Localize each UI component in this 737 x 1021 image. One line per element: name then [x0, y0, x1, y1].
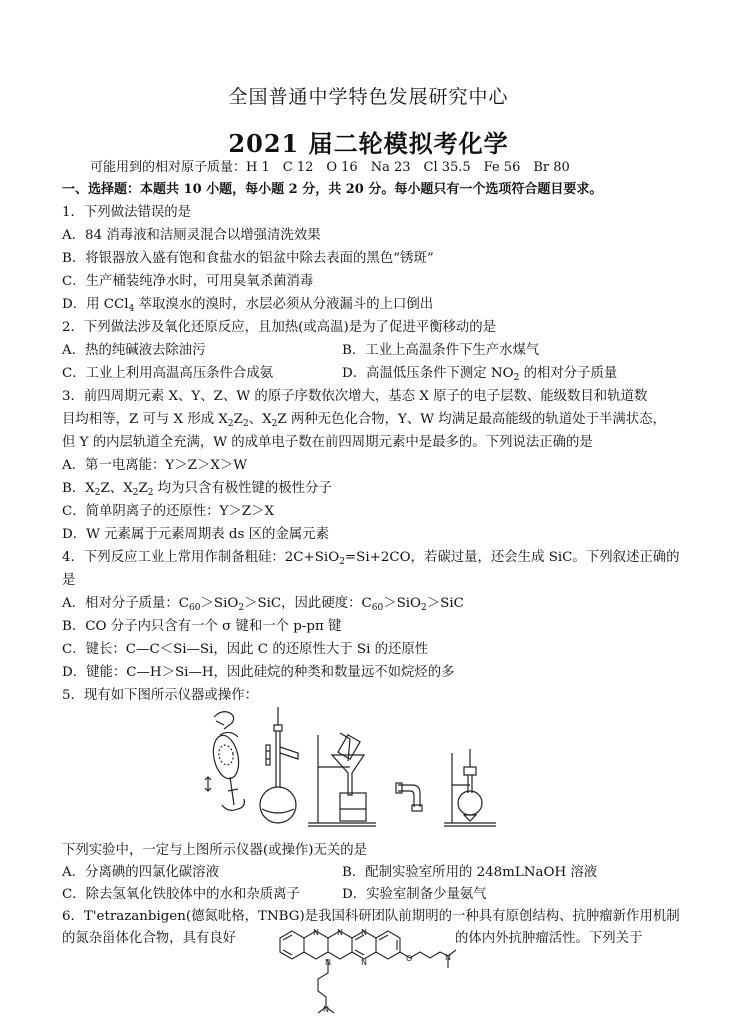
mol-atom-n-5: N: [361, 958, 367, 967]
apparatus-figures: [200, 705, 500, 830]
q3-option-a: A．第一电离能：Y＞Z＞X＞W: [62, 458, 248, 473]
mol-atom-n-1: N: [313, 928, 319, 937]
q3-option-b: B．$X_2Z$、$X_2Z_2$ 均为只含有极性键的极性分子: [62, 481, 332, 498]
mol-atom-n-6: N: [445, 953, 451, 962]
q5-option-c: C．除去氢氧化铁胶体中的水和杂质离子: [62, 887, 300, 902]
mol-atom-n-2: N: [337, 928, 343, 937]
rubber-tube-connector-figure: [396, 783, 422, 811]
q4-option-d: D．键能：C—H＞Si—H，因此硅烷的种类和数量远不如烷烃的多: [62, 665, 455, 680]
flask-on-iron-stand-figure: [444, 749, 496, 826]
q6-stem-line1: 6．T'etrazanbigen(德氮吡格，TNBG)是我国科研团队前期明的一种具有原创结构、抗肿瘤新作用机制: [62, 909, 680, 924]
q2-option-c: C．工业上利用高温高压条件合成氨: [62, 366, 274, 381]
q5-option-b: B．配制实验室所用的 248mLNaOH 溶液: [342, 865, 598, 880]
q1-option-a: A．84 消毒液和洁厕灵混合以增强清洗效果: [62, 228, 321, 243]
q3-option-c: C．简单阴离子的还原性：Y＞Z＞X: [62, 504, 274, 519]
q2-options-row1: [62, 342, 662, 360]
q5-options-row2: [62, 886, 682, 904]
q5-stem: 5．现有如下图所示仪器或操作：: [62, 688, 258, 703]
mol-atom-o: O: [406, 954, 413, 963]
mol-atom-n-7: N: [323, 1005, 329, 1014]
separatory-funnel-shaking-figure: [205, 712, 244, 811]
atomic-masses-line: 可能用到的相对原子质量：H 1 C 12 O 16 Na 23 Cl 35.5 Fe 56 Br 80: [90, 160, 570, 175]
distillation-flask-figure: [260, 707, 298, 823]
q5-option-d: D．实验室制备少量氨气: [342, 887, 487, 902]
q6-stem-line2-right: 的体内外抗肿瘤活性。下列关于: [455, 931, 643, 946]
q4-option-a: A．相对分子质量：$C_{60}>SiO_2>SiC$，因此硬度：$C_{60}>SiO_2>SiC$: [62, 596, 464, 613]
q6-stem-line2-left: 的氮杂甾体化合物，具有良好: [62, 931, 237, 946]
filtration-setup-figure: [308, 733, 376, 826]
q3-stem-line1: 3．前四周期元素 X、Y、Z、W 的原子序数依次增大，基态 X 原子的电子层数、能级数目和轨道数: [62, 389, 648, 404]
exam-title: 2021 届二轮模拟考化学: [228, 129, 509, 158]
organization-name: 全国普通中学特色发展研究中心: [228, 86, 509, 108]
q1-option-d: D．用 CCl$_4$ 萃取溴水的溴时，水层必须从分液漏斗的上口倒出: [62, 297, 434, 314]
q2-option-b: B．工业上高温条件下生产水煤气: [342, 343, 540, 358]
q2-stem: 2．下列做法涉及氧化还原反应，且加热(或高温)是为了促进平衡移动的是: [62, 320, 497, 335]
q5-followup: 下列实验中，一定与上图所示仪器(或操作)无关的是: [62, 843, 368, 858]
q4-stem-line2: 是: [62, 573, 76, 588]
q1-option-c: C．生产桶装纯净水时，可用臭氧杀菌消毒: [62, 274, 314, 289]
q2-option-a: A．热的纯碱液去除油污: [62, 343, 206, 358]
q1-stem: 1．下列做法错误的是: [62, 205, 192, 220]
q3-stem-line3: 但 Y 的内层轨道全充满，W 的成单电子数在前四周期元素中是最多的。下列说法正确的是: [62, 435, 593, 450]
mol-atom-n-3: N: [361, 928, 367, 937]
section-heading: 一、选择题：本题共 10 小题，每小题 2 分，共 20 分。每小题只有一个选项符合题目要求。: [62, 182, 603, 197]
q2-option-d: D．高温低压条件下测定 $NO_2$ 的相对分子质量: [342, 366, 618, 383]
q1-option-b: B．将银器放入盛有饱和食盐水的铝盆中除去表面的黑色“锈斑”: [62, 251, 434, 266]
tnbg-molecule-structure: [270, 918, 460, 1021]
q4-option-c: C．键长：C—C＜Si—Si，因此 C 的还原性大于 Si 的还原性: [62, 642, 429, 657]
q3-stem-line2: 目均相等，Z 可与 X 形成 $X_2Z_2$、$X_2Z$ 两种无色化合物，Y、W 均满足最高能级的轨道处于半满状态，: [62, 412, 666, 429]
q5-options-row1: [62, 864, 682, 882]
q3-option-d: D．W 元素属于元素周期表 ds 区的金属元素: [62, 527, 329, 542]
q4-option-b: B．CO 分子内只含有一个 σ 键和一个 p-pπ 键: [62, 619, 342, 634]
q2-options-row2: [62, 365, 662, 383]
mol-atom-n-4: N: [325, 958, 331, 967]
q5-option-a: A．分离碘的四氯化碳溶液: [62, 865, 219, 880]
q4-stem-line1: 4．下列反应工业上常用作制备粗硅：2C+SiO$_2$=Si+2CO，若碳过量，还会生成 SiC。下列叙述正确的: [62, 550, 680, 567]
